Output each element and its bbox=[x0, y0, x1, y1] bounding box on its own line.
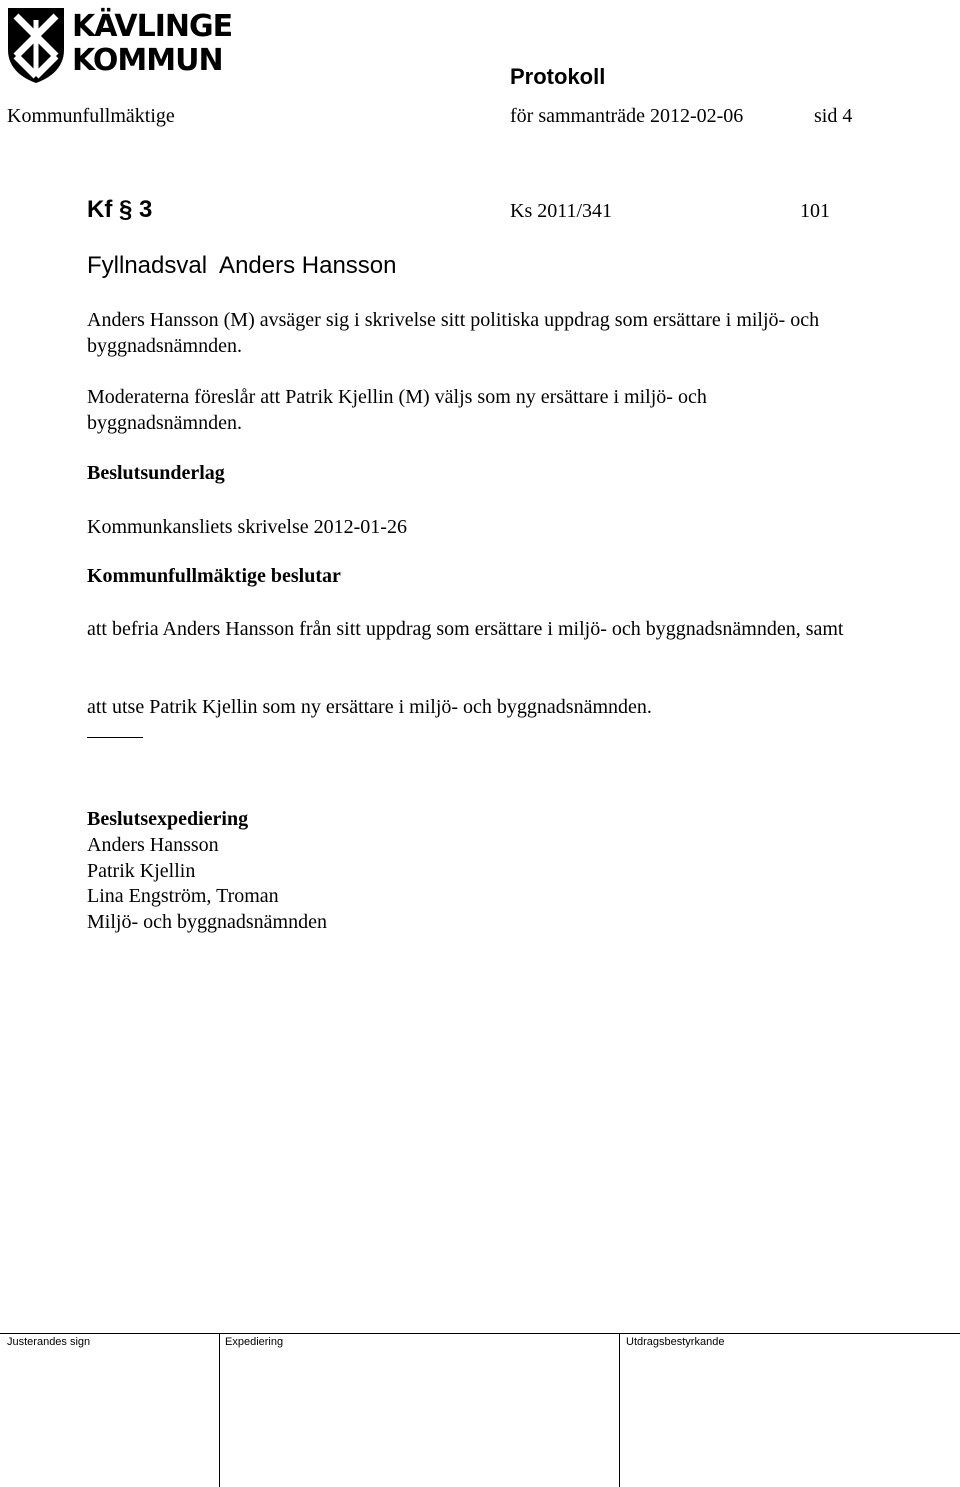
organ-name: Kommunfullmäktige bbox=[7, 105, 175, 127]
dispatch-item: Patrik Kjellin bbox=[87, 860, 196, 882]
certified-label: Utdragsbestyrkande bbox=[626, 1336, 725, 1348]
document-type: Protokoll bbox=[510, 64, 606, 89]
dispatch-label: Expediering bbox=[225, 1336, 284, 1348]
footer-rule bbox=[0, 1333, 960, 1334]
signature-label: Justerandes sign bbox=[7, 1336, 91, 1348]
footer-separator bbox=[619, 1333, 620, 1487]
basis-heading: Beslutsunderlag bbox=[87, 462, 225, 484]
page-number: sid 4 bbox=[814, 105, 853, 127]
decision-paragraph-2: att utse Patrik Kjellin som ny ersättare i miljö- och byggnadsnämnden. bbox=[87, 696, 652, 718]
coat-of-arms-icon bbox=[6, 6, 66, 84]
logo-wordmark bbox=[72, 10, 232, 78]
section-title: Fyllnadsval Anders Hansson bbox=[87, 252, 397, 279]
meeting-date: för sammanträde 2012-02-06 bbox=[510, 105, 744, 127]
decision-heading: Kommunfullmäktige beslutar bbox=[87, 565, 341, 587]
dispatch-item: Anders Hansson bbox=[87, 834, 219, 856]
dispatch-item: Miljö- och byggnadsnämnden bbox=[87, 911, 327, 933]
section-divider bbox=[87, 737, 143, 738]
case-number: Ks 2011/341 bbox=[510, 200, 613, 222]
dispatch-heading: Beslutsexpediering bbox=[87, 808, 249, 830]
basis-text: Kommunkansliets skrivelse 2012-01-26 bbox=[87, 516, 407, 538]
municipality-logo bbox=[6, 6, 233, 84]
record-number: 101 bbox=[800, 200, 830, 222]
logo-line-1: KÄVLINGE bbox=[72, 9, 233, 44]
intro-paragraph-2: Moderaterna föreslår att Patrik Kjellin (M) väljs som ny ersättare i miljö- och byggnadsnämnden. bbox=[87, 386, 707, 434]
section-number: Kf § 3 bbox=[87, 196, 153, 223]
footer-separator bbox=[219, 1333, 220, 1487]
dispatch-item: Lina Engström, Troman bbox=[87, 885, 279, 907]
decision-paragraph-1: att befria Anders Hansson från sitt uppdrag som ersättare i miljö- och byggnadsnämnden, samt bbox=[87, 618, 844, 640]
logo-line-2: KOMMUN bbox=[72, 43, 223, 78]
intro-paragraph-1: Anders Hansson (M) avsäger sig i skrivelse sitt politiska uppdrag som ersättare i miljö- och byggnadsnämnden. bbox=[87, 309, 820, 357]
